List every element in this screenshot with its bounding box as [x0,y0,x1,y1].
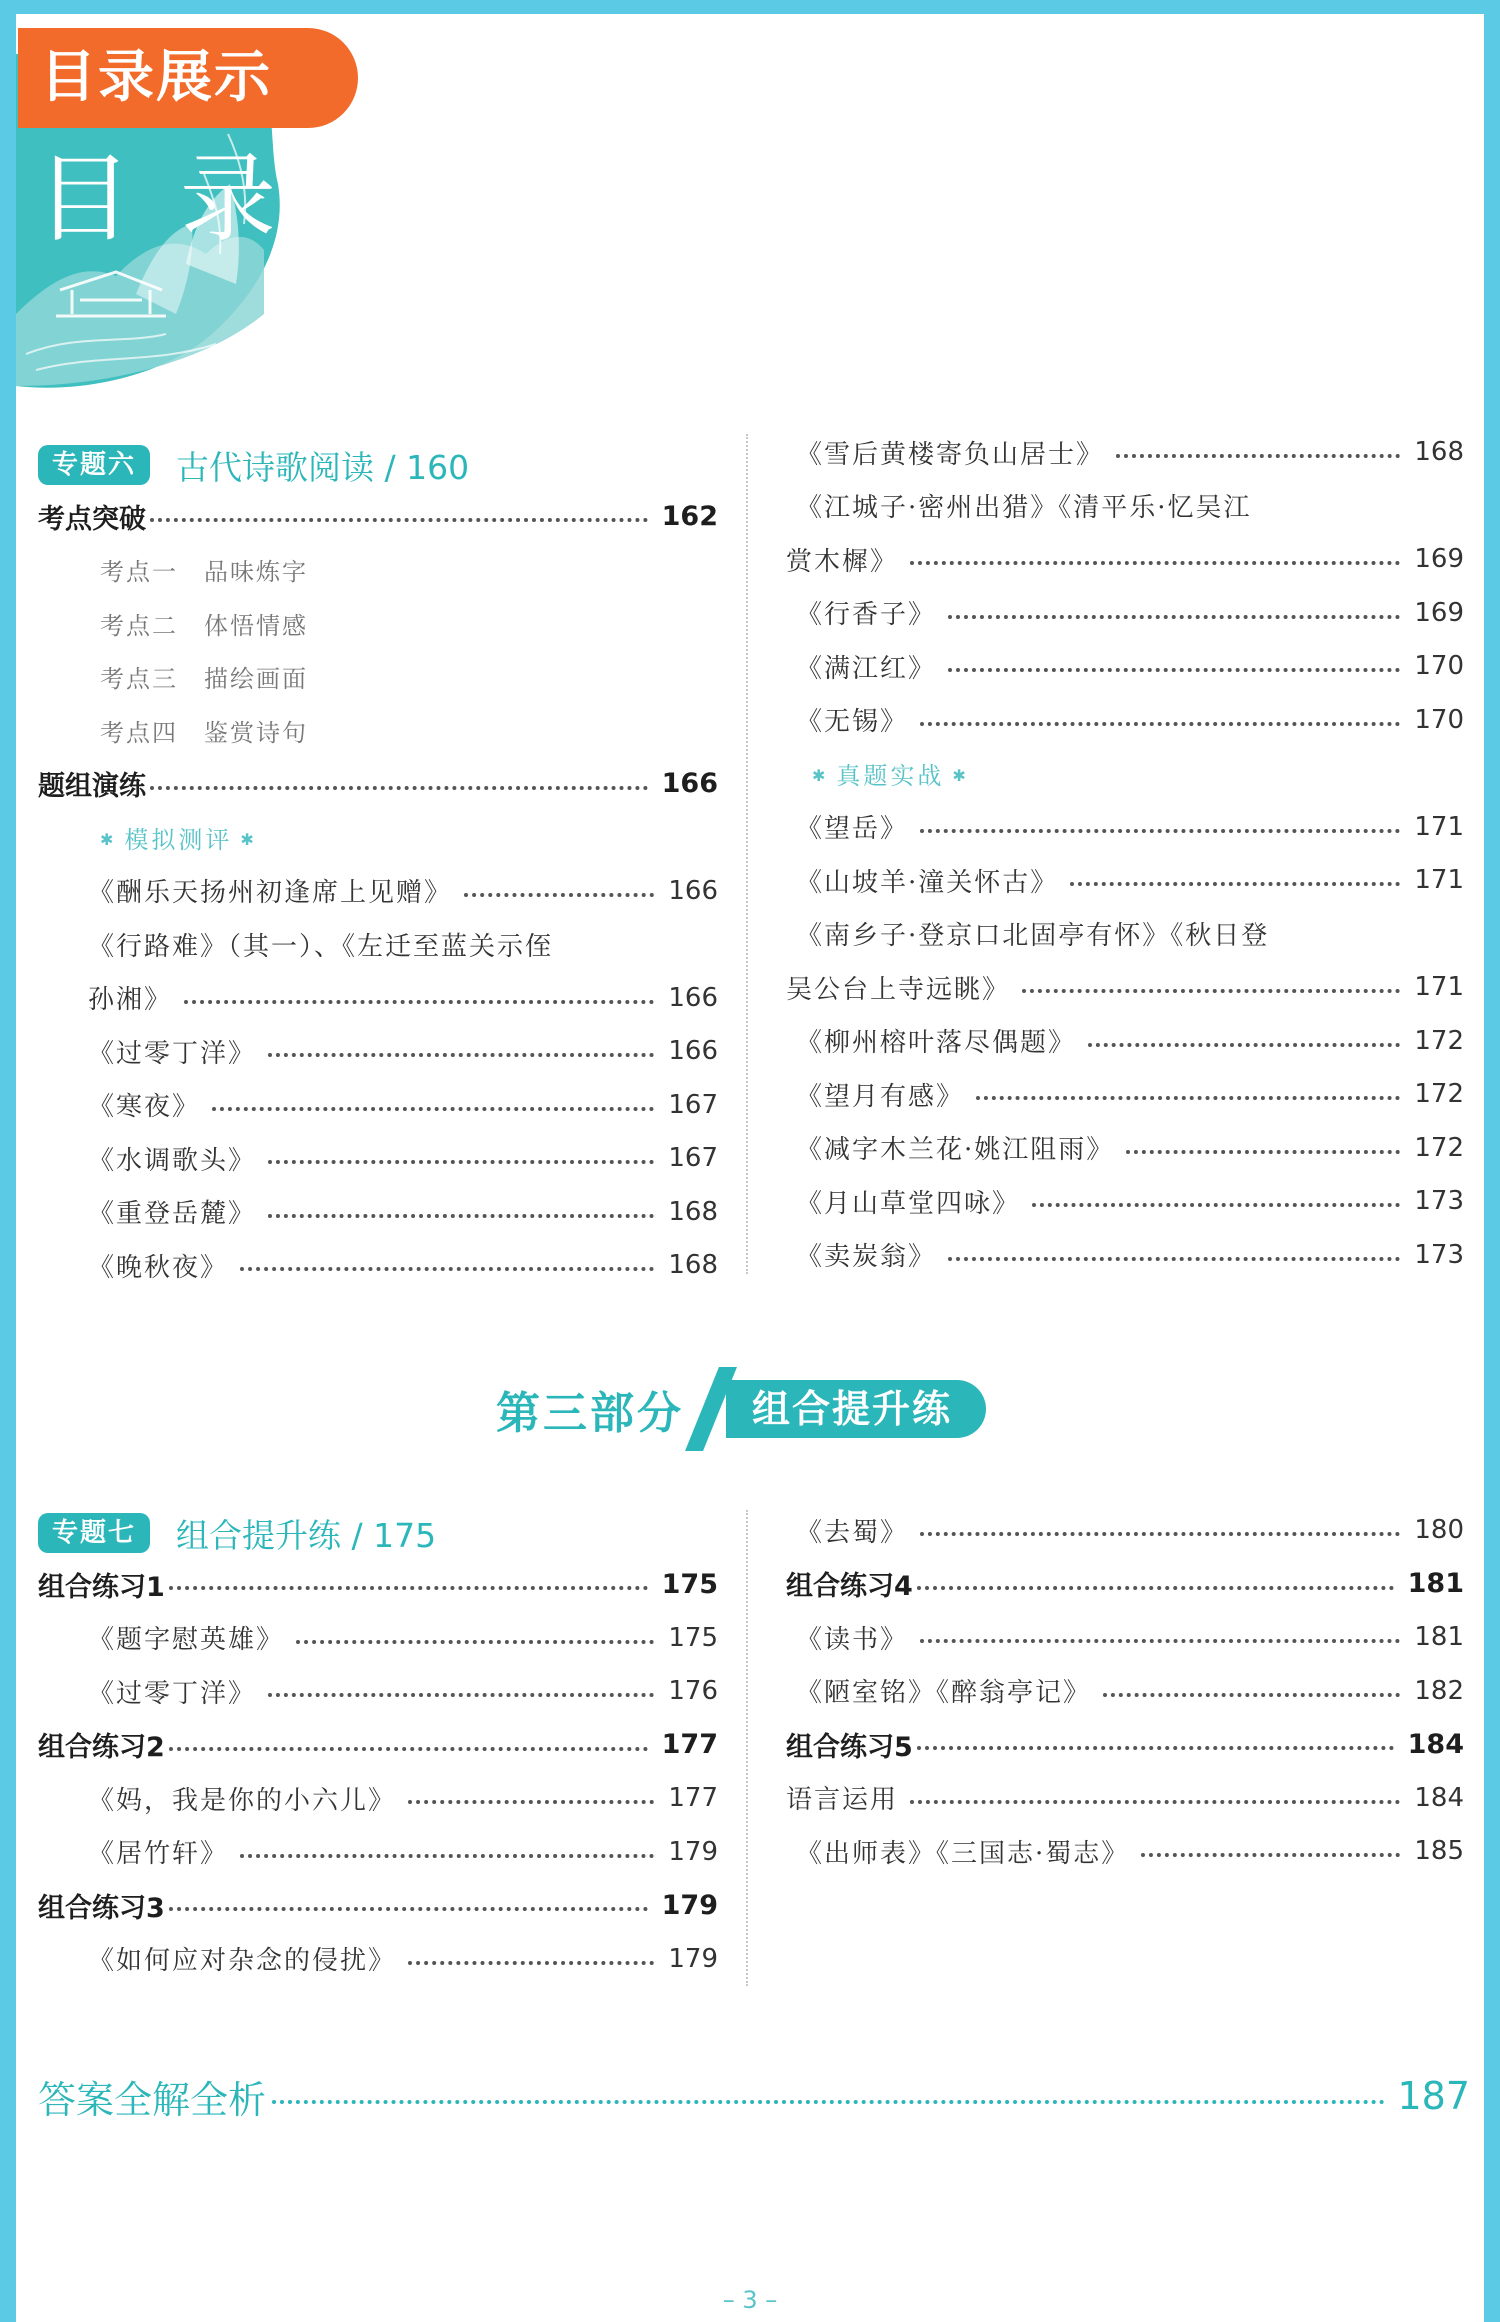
toc-entry-title: 《过零丁洋》 [88,1678,257,1709]
toc-entry-page: 168 [668,1250,718,1280]
toc-entry-title: 赏木樨》 [786,546,899,577]
toc-entry[interactable] [796,858,1464,902]
toc-point [100,655,718,699]
leader-dots [150,786,648,790]
toc-entry-page: 173 [1414,1239,1464,1270]
toc-entry-page: 176 [668,1676,718,1706]
toc-entry[interactable] [786,965,1464,1009]
toc-entry-page: 168 [668,1196,718,1227]
leader-dots [1141,1853,1400,1857]
leader-dots [240,1854,654,1858]
toc-entry-title: 《居竹轩》 [88,1839,229,1869]
leader-dots [1116,454,1400,458]
leader-dots [1088,1043,1400,1047]
toc-entry-title: 《卖炭翁》 [796,1242,937,1272]
toc-entry[interactable] [796,1126,1464,1170]
toc-entry-title: 《水调歌头》 [88,1145,257,1176]
toc-entry[interactable] [88,1616,718,1660]
toc-entry-title: 《满江红》 [796,653,937,684]
leader-dots [917,1586,1394,1590]
toc-subsection-title: 模拟测评 [124,825,233,854]
toc-entry-page: 171 [1414,865,1464,895]
leader-dots [296,1640,654,1644]
toc-entry-title: 《月山草堂四咏》 [796,1188,1021,1219]
toc-entry-page: 181 [1407,1568,1464,1599]
toc-entry-title: 《寒夜》 [88,1092,201,1122]
part3-title: 第三部分 [496,1388,684,1439]
toc-entry-page: 181 [1414,1622,1464,1652]
toc-entry-page: 180 [1414,1515,1464,1545]
toc-entry[interactable] [796,430,1464,474]
topic6-heading [38,440,469,490]
toc-point [100,601,718,645]
toc-entry[interactable] [786,537,1464,581]
toc-entry-title: 《望岳》 [796,814,909,844]
toc-entry-title [100,606,308,641]
toc-entry-title: 《减字木兰花·姚江阻雨》 [796,1135,1115,1165]
topic6-title: 古代诗歌阅读 / 160 [176,447,470,487]
toc-entry-title [804,756,977,791]
toc-point-title: 描绘画面 [204,665,308,693]
toc-entry[interactable] [88,1243,718,1287]
leader-dots [268,1214,654,1218]
star-icon: ✱ [240,829,257,849]
toc-entry-title: 《题字慰英雄》 [88,1625,285,1655]
toc-entry-page: 173 [1414,1186,1464,1216]
toc-entry-page: 167 [668,1089,718,1120]
toc-entry-title: 《去蜀》 [796,1517,909,1548]
toc-entry-title: 《妈，我是你的小六儿》 [88,1785,397,1816]
toc-entry[interactable] [38,1723,718,1767]
toc-entry[interactable] [88,1190,718,1234]
leader-dots [976,1096,1400,1100]
toc-entry[interactable] [796,1669,1464,1713]
toc-entry-title: 《出师表》《三国志·蜀志》 [796,1838,1130,1869]
toc-entry-title: 《重登岳麓》 [88,1199,257,1229]
header-tag: 目录展示 [18,28,358,128]
toc-entry[interactable] [796,1508,1464,1552]
toc-entry-title: 《江城子·密州出猎》《清平乐·忆吴江 [796,493,1252,523]
leader-dots [948,615,1400,619]
toc-entry-title: 组合练习5 [786,1731,913,1763]
toc-entry[interactable] [88,976,718,1020]
toc-entry-title: 《过零丁洋》 [88,1038,257,1069]
toc-entry [796,912,1464,956]
column-divider-bottom [746,1510,748,1986]
toc-entry[interactable] [796,1072,1464,1116]
leader-dots [920,722,1400,726]
toc-page [16,14,1484,2322]
toc-point-number: 考点二 [100,611,178,640]
toc-entry-page: 175 [668,1622,718,1653]
toc-entry-title: 吴公台上寺远眺》 [786,974,1011,1005]
leader-dots [408,1800,654,1804]
leader-dots [268,1693,654,1697]
part3-heading [496,1374,986,1444]
toc-entry [796,484,1464,528]
toc-entry[interactable] [88,1083,718,1127]
toc-entry-page: 182 [1414,1675,1464,1706]
toc-entry[interactable] [88,1136,718,1180]
answers-label: 答案全解全析 [38,2077,267,2122]
toc-entry-page: 171 [1414,972,1464,1002]
leader-dots [268,1160,654,1164]
leader-dots [408,1961,654,1965]
toc-entry-page: 168 [1414,437,1464,467]
toc-entry-title: 《柳州榕叶落尽偶题》 [796,1028,1077,1058]
leader-dots [917,1746,1394,1750]
toc-entry-page: 166 [661,768,718,799]
toc-entry-title: 组合练习1 [38,1571,165,1603]
toc-subsection [804,751,1464,795]
toc-entry-page: 175 [661,1568,718,1600]
leader-dots [1070,882,1400,886]
toc-entry-title: 《行香子》 [796,600,937,630]
leader-dots [212,1107,654,1111]
leader-dots [1022,989,1400,993]
topic7-title: 组合提升练 / 175 [176,1515,437,1555]
toc-entry-page: 169 [1414,544,1464,574]
toc-entry-page: 166 [668,982,718,1013]
toc-entry-title: 《无锡》 [796,707,909,737]
leader-dots [169,1586,648,1590]
leader-dots [920,1639,1400,1643]
toc-entry[interactable] [38,1883,718,1927]
toc-entry-title: 组合练习4 [786,1571,913,1602]
toc-entry[interactable] [38,1562,718,1606]
toc-point-number: 考点一 [100,558,178,586]
leader-dots [184,1000,654,1004]
toc-entry[interactable] [38,494,718,538]
toc-entry [88,922,718,966]
toc-subsection-title: 真题实战 [836,761,945,790]
toc-point-number: 考点四 [100,718,178,747]
leader-dots [272,2100,1385,2104]
toc-entry-title: 题组演练 [38,771,146,802]
toc-entry[interactable] [786,1562,1464,1606]
toc-entry-title: 《山坡羊·潼关怀古》 [796,867,1059,898]
leader-dots [910,1800,1400,1804]
toc-entry-title: 《晚秋夜》 [88,1252,229,1283]
toc-subsection [92,815,718,859]
toc-entry[interactable] [88,1937,718,1981]
toc-point-title: 体悟情感 [204,611,308,640]
answers-page: 187 [1397,2074,1470,2118]
toc-entry-title: 《行路难》（其一）、《左迁至蓝关示侄 [88,931,554,962]
topic7-heading [38,1508,436,1558]
toc-entry-title: 《酬乐天扬州初逢席上见赠》 [88,878,453,908]
toc-entry-page: 172 [1414,1132,1464,1163]
toc-entry-title [100,552,308,587]
topic7-badge: 专题七 [38,1513,150,1553]
toc-entry-page: 172 [1414,1079,1464,1109]
leader-dots [1103,1693,1400,1697]
toc-entry[interactable] [88,1669,718,1713]
toc-entry-page: 184 [1407,1728,1464,1760]
toc-entry[interactable] [786,1722,1464,1766]
toc-entry-title: 孙湘》 [88,985,173,1015]
toc-entry-page: 179 [661,1889,718,1921]
toc-point-title: 鉴赏诗句 [204,718,308,747]
leader-dots [268,1053,654,1057]
leader-dots [948,668,1400,672]
toc-entry-title: 《望月有感》 [796,1081,965,1112]
toc-entry-page: 184 [1414,1782,1464,1813]
toc-entry[interactable] [796,591,1464,635]
toc-entry-title: 《南乡子·登京口北固亭有怀》《秋日登 [796,921,1270,951]
toc-point-number: 考点三 [100,665,178,693]
page-title: 目录 [36,143,324,255]
toc-entry[interactable] [88,1029,718,1073]
toc-entry-page: 170 [1414,704,1464,735]
toc-entry-page: 185 [1414,1836,1464,1866]
part3-pill: 组合提升练 [726,1380,986,1438]
toc-entry[interactable] [796,805,1464,849]
page-number: – 3 – [722,2286,778,2314]
toc-entry-title [100,713,308,748]
toc-entry-page: 166 [668,1036,718,1066]
leader-dots [920,829,1400,833]
toc-entry-title: 《陋室铭》《醉翁亭记》 [796,1678,1092,1708]
toc-entry-page: 162 [661,500,718,532]
toc-entry-page: 179 [668,1836,718,1867]
leader-dots [169,1747,648,1751]
toc-entry-page: 171 [1414,811,1464,842]
toc-entry[interactable] [796,1829,1464,1873]
star-icon: ✱ [952,765,969,785]
toc-entry-title [100,659,308,694]
toc-entry[interactable] [796,1615,1464,1659]
toc-entry-title: 《如何应对杂念的侵扰》 [88,1946,397,1976]
toc-entry-title: 《雪后黄楼寄负山居士》 [796,439,1105,470]
star-icon: ✱ [812,765,829,785]
leader-dots [464,893,654,897]
toc-entry[interactable] [796,1179,1464,1223]
toc-entry[interactable] [796,644,1464,688]
column-divider [746,434,748,1274]
toc-entry-page: 177 [661,1729,718,1760]
toc-entry[interactable] [796,1233,1464,1277]
leader-dots [169,1907,648,1911]
toc-entry-title: 考点突破 [38,503,146,535]
toc-entry[interactable] [786,1776,1464,1820]
leader-dots [240,1267,654,1271]
toc-entry-title: 语言运用 [786,1785,899,1815]
toc-point [100,708,718,752]
toc-entry-page: 172 [1414,1025,1464,1056]
toc-entry-title: 《读书》 [796,1624,909,1655]
leader-dots [150,518,648,522]
header-art [16,14,388,394]
toc-entry[interactable] [38,762,718,806]
toc-entry[interactable] [796,698,1464,742]
leader-dots [948,1257,1400,1261]
answers-entry[interactable] [38,2066,1470,2126]
toc-entry-title [92,820,265,855]
toc-entry[interactable] [88,869,718,913]
toc-point [100,548,718,592]
toc-entry-title: 组合练习2 [38,1732,165,1763]
leader-dots [1032,1203,1400,1207]
toc-entry-page: 170 [1414,651,1464,681]
toc-entry-page: 166 [668,875,718,906]
toc-entry-page: 177 [668,1783,718,1813]
toc-entry-page: 169 [1414,597,1464,628]
toc-entry-page: 167 [668,1143,718,1173]
leader-dots [920,1532,1400,1536]
toc-entry[interactable] [88,1776,718,1820]
toc-entry-page: 179 [668,1943,718,1974]
toc-point-title: 品味炼字 [204,558,308,586]
toc-entry-title: 组合练习3 [38,1892,165,1924]
leader-dots [1126,1150,1400,1154]
toc-entry[interactable] [796,1019,1464,1063]
toc-entry[interactable] [88,1830,718,1874]
star-icon: ✱ [100,829,117,849]
leader-dots [910,561,1400,565]
topic6-badge: 专题六 [38,445,150,485]
